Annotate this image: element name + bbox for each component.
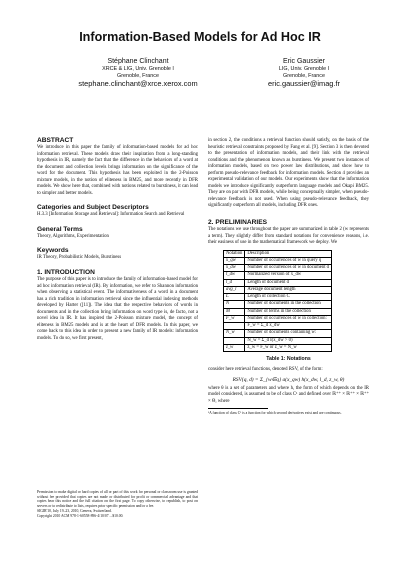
- notation-description: F_w = Σ_d x_dw: [245, 323, 332, 330]
- notation-description: Number of occurrences of w in collection:: [245, 315, 332, 322]
- intro-continued-text: in section 2, the conditions a retrieval function should satisfy, on the basis of the heuristic retrieval constraints proposed by Fang et al. [9]. Section 3 is then devoted to the presentation of information models, and their link with the retrieval conditions and the phenomenon known as burstiness. We present two instances of information models, based on two power law distributions, and show how to perform pseudo-relevance feedback for information models. Section 4 provides an experimental validation of our models. Our experiments show that the information models we introduce significantly outperform language models and Okapi BM25. They are on par with DFR models, while being conceptually simpler, when pseudo-relevance feedback is not used. When using pseudo-relevance feedback, they significantly outperform all models, including DFR ones.: [208, 138, 369, 209]
- notation-symbol: [224, 337, 245, 344]
- table-row: [224, 308, 332, 315]
- right-column: [208, 138, 369, 416]
- abstract-text: We introduce in this paper the family of information-based models for ad hoc information retrieval. These models draw their inspiration from a long-standing hypothesis in IR, namely the fact that the difference in the behaviors of a word at the document and collection levels brings information on the significance of the word for the document. This hypothesis has been exploited in the 2-Poisson mixture models, in the notion of eliteness in BM25, and more recently in DFR models. We show here that, combined with notions related to burstiness, it can lead to simpler and better models.: [37, 145, 198, 196]
- notation-symbol: M: [224, 308, 245, 315]
- author-affiliation: XRCE & LIG, Univ. Grenoble I: [102, 66, 174, 73]
- introduction-text: The purpose of this paper is to introduce the family of information-based model for ad hoc information retrieval (IR). By information, we refer to Shannon information when observing a statistical event. The informativeness of a word in a document has a rich tradition in information retrieval since the influential indexing methods developed by Harter ([11]). The idea that the respective behaviors of words in documents and in the collection bring information on word type is, de facto, not a novel idea in IR. It has inspired the 2-Poisson mixture model, the concept of eliteness in BM25 models and is at the heart of DFR models. In this paper, we come back to this idea in order to present a new family of IR models: information models. To do so, we first present,: [37, 277, 198, 341]
- notation-symbol: N: [224, 301, 245, 308]
- author-location: Grenoble, France: [117, 73, 159, 79]
- preliminaries-text: The notations we use throughout the paper are summarized in table 2 (w represents a term). They slightly differ from standard notations for convenience reasons, i.e. their easiness of use in the mathematical framework we deploy. We: [208, 227, 369, 246]
- table-row: [224, 323, 332, 330]
- author-affiliation: LIG, Univ. Grenoble I: [278, 66, 330, 73]
- notation-description: Length of collection C: [245, 294, 332, 301]
- table-row: [224, 301, 332, 308]
- general-terms-heading: General Terms: [37, 225, 83, 233]
- notation-description: Normalized version of x_dw: [245, 272, 332, 279]
- notation-description: Number of terms in the collection: [245, 308, 332, 315]
- rsv-formula: RSV(q, d) = Σ_{w∈q} a(x_qw) h(x_dw, l_d, z_w, θ): [232, 376, 345, 383]
- categories-text: H.3.3 [Information Storage and Retrieval]: Information Search and Retrieval: [37, 212, 185, 218]
- table-row: [224, 330, 332, 337]
- notation-description: Number of occurrences of w in query q: [245, 257, 332, 264]
- table-row: [224, 279, 332, 286]
- table-row: [224, 265, 332, 272]
- notation-symbol: l_d: [224, 279, 245, 286]
- notation-symbol: avg_l: [224, 286, 245, 293]
- left-column: [37, 137, 198, 342]
- table-header-cell: Notation: [224, 250, 245, 257]
- author-email: stephane.clinchant@xrce.xerox.com: [78, 78, 198, 88]
- footnote-rule: [208, 408, 268, 409]
- notation-symbol: F_w: [224, 315, 245, 322]
- categories-heading: Categories and Subject Descriptors: [37, 204, 149, 212]
- author-block-2: [224, 58, 384, 88]
- notation-description: Length of document d: [245, 279, 332, 286]
- after-table-text: consider here retrieval functions, denoted RSV, of the form:: [208, 367, 323, 373]
- notation-description: N_w = Σ_d I(x_dw > 0): [245, 337, 332, 344]
- notation-description: Number of occurrences of w in document d: [245, 265, 332, 272]
- notation-symbol: L: [224, 294, 245, 301]
- notation-symbol: N_w: [224, 330, 245, 337]
- notation-symbol: z_w: [224, 344, 245, 351]
- keywords-heading: Keywords: [37, 247, 69, 255]
- notation-symbol: [224, 323, 245, 330]
- table-row: [224, 294, 332, 301]
- table-row: [224, 344, 332, 351]
- notation-symbol: x_qw: [224, 257, 245, 264]
- notation-symbol: t_dw: [224, 272, 245, 279]
- notation-description: z_w = F_w or z_w = N_w: [245, 344, 332, 351]
- author-block-1: [58, 58, 218, 88]
- abstract-heading: ABSTRACT: [37, 137, 74, 144]
- notation-description: Number of documents containing w:: [245, 330, 332, 337]
- copyright-box: [37, 490, 198, 518]
- paper-title: Information-Based Models for Ad Hoc IR: [79, 30, 321, 44]
- author-name: Eric Gaussier: [282, 58, 325, 65]
- notation-description: Number of documents in the collection: [245, 301, 332, 308]
- table-header-row: [224, 250, 332, 257]
- table-caption: Table 1: Notations: [266, 356, 311, 363]
- table-header-cell: Description: [245, 250, 332, 257]
- general-terms-text: Theory, Algorithms, Experimentation: [37, 233, 109, 239]
- table-row: [224, 257, 332, 264]
- table-row: [224, 272, 332, 279]
- notation-symbol: x_dw: [224, 265, 245, 272]
- notation-description: Average document length: [245, 286, 332, 293]
- introduction-heading: 1. INTRODUCTION: [37, 269, 95, 277]
- author-name: Stéphane Clinchant: [107, 58, 169, 65]
- preliminaries-heading: 2. PRELIMINARIES: [208, 219, 267, 227]
- table-row: [224, 315, 332, 322]
- copyright-notice: Permission to make digital or hard copies of all or part of this work for personal or classroom use is granted without fee provided that copies are not made or distributed for profit or commercial advantage and that copies bear this notice and the full citation on the first page. To copy otherwise, to republish, to post on servers or to redistribute to lists, requires prior specific permission and/or a fee. SIGIR'10, July 19–23, 2010, Geneva, Switzerland. Copyright 2010 ACM 978-1-60558-896-4/10/07 ...$10.00.: [37, 490, 198, 518]
- author-email: eric.gaussier@imag.fr: [268, 78, 340, 88]
- table-row: [224, 286, 332, 293]
- footnote-text: ¹A function of class C¹ is a function for which second derivatives exist and are continuous.: [208, 411, 342, 416]
- notation-table: [223, 250, 332, 353]
- after-formula-text: where θ is a set of parameters and where h, the form of which depends on the IR model considered, is assumed to be of class C¹ and defined over ℝ⁺⁺ × ℝ⁺⁺ × ℝ⁺⁺ × Θ, where: [208, 385, 369, 404]
- table-row: [224, 337, 332, 344]
- keywords-text: IR Theory, Probabilistic Models, Burstiness: [37, 255, 122, 261]
- author-location: Grenoble, France: [283, 73, 325, 79]
